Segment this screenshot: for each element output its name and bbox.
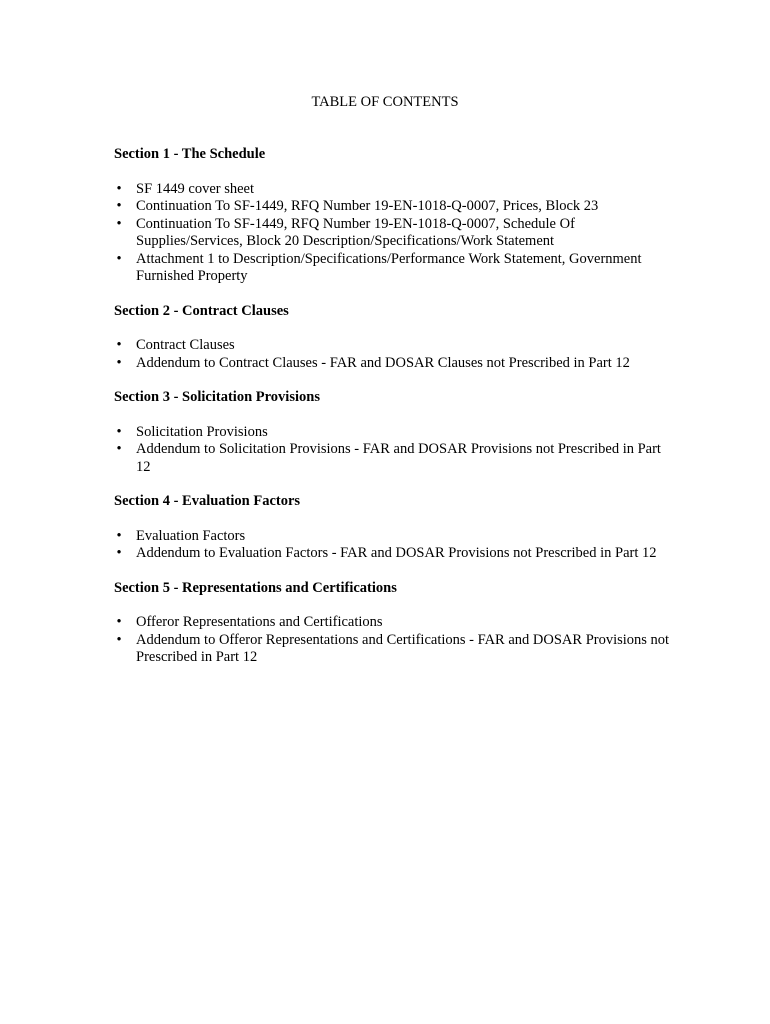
toc-section-4	[114, 493, 674, 563]
section-item-list	[114, 424, 674, 477]
toc-section-5	[114, 580, 674, 667]
list-item	[114, 441, 674, 476]
list-item	[114, 181, 674, 199]
list-item-text: Addendum to Evaluation Factors - FAR and DOSAR Provisions not Prescribed in Part 12	[136, 545, 657, 561]
list-item-text: Contract Clauses	[136, 337, 235, 353]
bullet-icon: •	[116, 423, 122, 440]
list-item-text: Continuation To SF-1449, RFQ Number 19-EN-1018-Q-0007, Prices, Block 23	[136, 198, 599, 214]
list-item-text: Evaluation Factors	[136, 527, 246, 544]
list-item	[114, 424, 674, 442]
list-item-text: Offeror Representations and Certifications	[136, 614, 383, 630]
list-item	[114, 198, 674, 216]
list-item	[114, 632, 674, 667]
section-item-list	[114, 337, 674, 372]
list-item	[114, 528, 674, 546]
section-heading: Section 5 - Representations and Certifications	[114, 579, 397, 596]
list-item-text: Addendum to Contract Clauses - FAR and DOSAR Clauses not Prescribed in Part 12	[136, 354, 630, 371]
list-item-text: Addendum to Solicitation Provisions - FAR and DOSAR Provisions not Prescribed in Part 12	[136, 441, 661, 475]
section-heading: Section 4 - Evaluation Factors	[114, 493, 301, 509]
toc-sections	[114, 146, 674, 684]
page-title: TABLE OF CONTENTS	[311, 94, 459, 110]
section-heading: Section 2 - Contract Clauses	[114, 302, 289, 319]
toc-section-3	[114, 389, 674, 476]
list-item-text: SF 1449 cover sheet	[136, 180, 254, 197]
list-item-text: Addendum to Offeror Representations and Certifications - FAR and DOSAR Provisions not Prescribed in Part 12	[136, 631, 670, 665]
bullet-icon: •	[116, 198, 122, 214]
bullet-icon: •	[116, 354, 122, 371]
section-heading: Section 3 - Solicitation Provisions	[114, 389, 320, 405]
section-item-list	[114, 614, 674, 667]
list-item-text: Continuation To SF-1449, RFQ Number 19-EN-1018-Q-0007, Schedule Of Supplies/Services, Block 20 Description/Specifications/Work Statement	[136, 215, 575, 249]
list-item	[114, 337, 674, 355]
bullet-icon: •	[116, 527, 122, 544]
bullet-icon: •	[116, 631, 122, 648]
list-item-text: Solicitation Provisions	[136, 423, 268, 440]
bullet-icon: •	[116, 545, 122, 561]
toc-section-1	[114, 146, 674, 286]
section-item-list	[114, 528, 674, 563]
bullet-icon: •	[116, 250, 122, 267]
list-item-text: Attachment 1 to Description/Specifications/Performance Work Statement, Government Furnished Property	[136, 250, 642, 284]
list-item	[114, 216, 674, 251]
section-heading: Section 1 - The Schedule	[114, 146, 266, 162]
toc-section-2	[114, 303, 674, 373]
bullet-icon: •	[116, 215, 122, 232]
bullet-icon: •	[116, 441, 122, 457]
bullet-icon: •	[116, 180, 122, 197]
list-item	[114, 545, 674, 563]
list-item	[114, 355, 674, 373]
list-item	[114, 614, 674, 632]
list-item	[114, 251, 674, 286]
bullet-icon: •	[116, 337, 122, 353]
bullet-icon: •	[116, 614, 122, 630]
section-item-list	[114, 181, 674, 286]
